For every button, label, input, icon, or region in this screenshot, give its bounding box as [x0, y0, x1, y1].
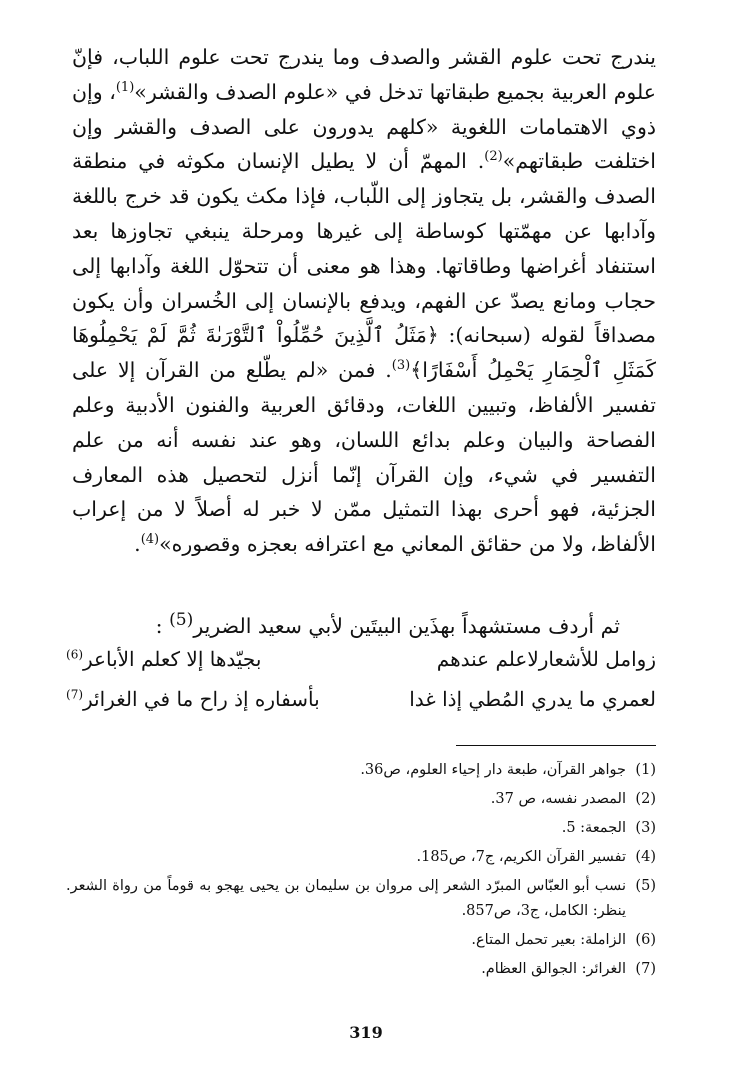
paragraph-part-5: .	[134, 532, 141, 557]
footnote-number: (3)	[635, 820, 656, 836]
verse-2-second-hemistich	[66, 683, 320, 715]
footnote-text: تفسير القرآن الكريم، ج7، ص185.	[416, 849, 626, 865]
footnote-text: الزاملة: بعير تحمل المتاع.	[471, 932, 626, 948]
verse-1-second-hemistich	[66, 643, 261, 675]
footnote-text: جواهر القرآن، طبعة دار إحياء العلوم، ص36.	[360, 762, 626, 778]
paragraph-part-2: ، وإن ذوي الاهتمامات اللغوية «كلهم يدورون على الصدف والقشر وإن اختلفت طبقاتهم»	[72, 79, 656, 174]
footnote-item	[66, 845, 656, 870]
footnote-ref-7[interactable]: (7)	[66, 687, 84, 702]
paragraph-part-3: . المهمّ أن لا يطيل الإنسان مكوثه في منطقة الصدف والقشر، بل يتجاوز إلى اللّباب، فإذا مكث يكون قد خرج باللغة وآدابها عن مهمّتها كوساطة إلى غيرها ومرحلة ينبغي تجاوزها بعد استنفاد أغراضها وطاقاتها. وهذا هو معنى أن تتحوّل اللغة وآدابها إلى حجاب ومانع يصدّ عن الفهم، ويدفع بالإنسان إلى الخُسران وأن يكون مصداقاً لقوله (سبحانه): ﴿مَثَلُ ٱلَّذِينَ حُمِّلُواْ ٱلتَّوْرَىٰةَ ثُمَّ لَمْ يَحْمِلُوهَا كَمَثَلِ ٱلْحِمَارِ يَحْمِلُ أَسْفَارًا﴾	[72, 149, 656, 383]
paragraph-part-1: يندرج تحت علوم القشر والصدف وما يندرج تحت علوم اللباب، فإنّ علوم العربية بجميع طبقاتها تدخل في «علوم الصدف والقشر»	[72, 45, 656, 104]
verse-2-first-hemistich: لعمري ما يدري المُطي إذا غدا	[409, 687, 656, 711]
verse-intro	[156, 604, 620, 642]
footnote-text: الغرائر: الجوالق العظام.	[481, 961, 626, 977]
footnote-text: الجمعة: 5.	[561, 820, 626, 836]
footnote-item	[66, 928, 656, 953]
footnote-number: (7)	[635, 961, 656, 977]
footnote-item	[66, 874, 656, 924]
footnote-number: (2)	[635, 791, 656, 807]
footnote-ref-4[interactable]: (4)	[140, 532, 160, 548]
page-number: 319	[349, 1023, 383, 1042]
verse-1-first-hemistich: زوامل للأشعارلاعلم عندهم	[436, 647, 656, 671]
verse-intro-text: ثم أردف مستشهداً بهذَين البيتَين لأبي سعيد الضرير	[193, 613, 620, 638]
footnote-text: نسب أبو العبّاس المبرّد الشعر إلى مروان بن سليمان بن يحيى يهجو به قوماً من رواة الشعر. ينظر: الكامل، ج3، ص857.	[66, 878, 626, 919]
footnote-number: (1)	[635, 762, 656, 778]
footnote-number: (4)	[635, 849, 656, 865]
verse-intro-colon: :	[155, 613, 163, 638]
footnote-number: (6)	[635, 932, 656, 948]
footnote-ref-3[interactable]: (3)	[391, 358, 411, 374]
footnote-separator	[456, 745, 656, 746]
verse-line-2	[66, 683, 656, 715]
verse-2-second-text: بأسفاره إذ راح ما في الغرائر	[83, 687, 320, 711]
footnote-ref-2[interactable]: (2)	[484, 149, 503, 165]
verse-line-1	[66, 643, 656, 675]
footnote-ref-6[interactable]: (6)	[66, 647, 84, 662]
footnote-number: (5)	[635, 878, 656, 894]
paragraph-part-4: . فمن «لم يطّلع من القرآن إلا على تفسير الألفاظ، وتبيين اللغات، ودقائق العربية والفنون الأدبية وعلم الفصاحة والبيان وعلم بدائع اللسان، وهو عند نفسه أنه من علم التفسير في شيء، وإن القرآن إنّما أنزل لتحصيل هذه المعارف الجزئية، فهو أحرى بهذا التمثيل ممّن لا خبر له أصلاً لا من إعراب الألفاظ، ولا من حقائق المعاني مع اعترافه بعجزه وقصوره»	[72, 358, 656, 557]
footnote-item	[66, 787, 656, 812]
verse-1-second-text: بجيّدها إلا كعلم الأباعر	[83, 647, 262, 671]
main-paragraph	[72, 40, 656, 562]
footnote-item	[66, 957, 656, 982]
footnotes-section	[66, 758, 656, 986]
footnote-ref-1[interactable]: (1)	[115, 79, 135, 95]
paragraph-text	[72, 40, 656, 562]
footnote-item	[66, 758, 656, 783]
footnote-ref-5[interactable]: (5)	[169, 610, 194, 630]
footnote-item	[66, 816, 656, 841]
footnote-text: المصدر نفسه، ص 37.	[490, 791, 626, 807]
